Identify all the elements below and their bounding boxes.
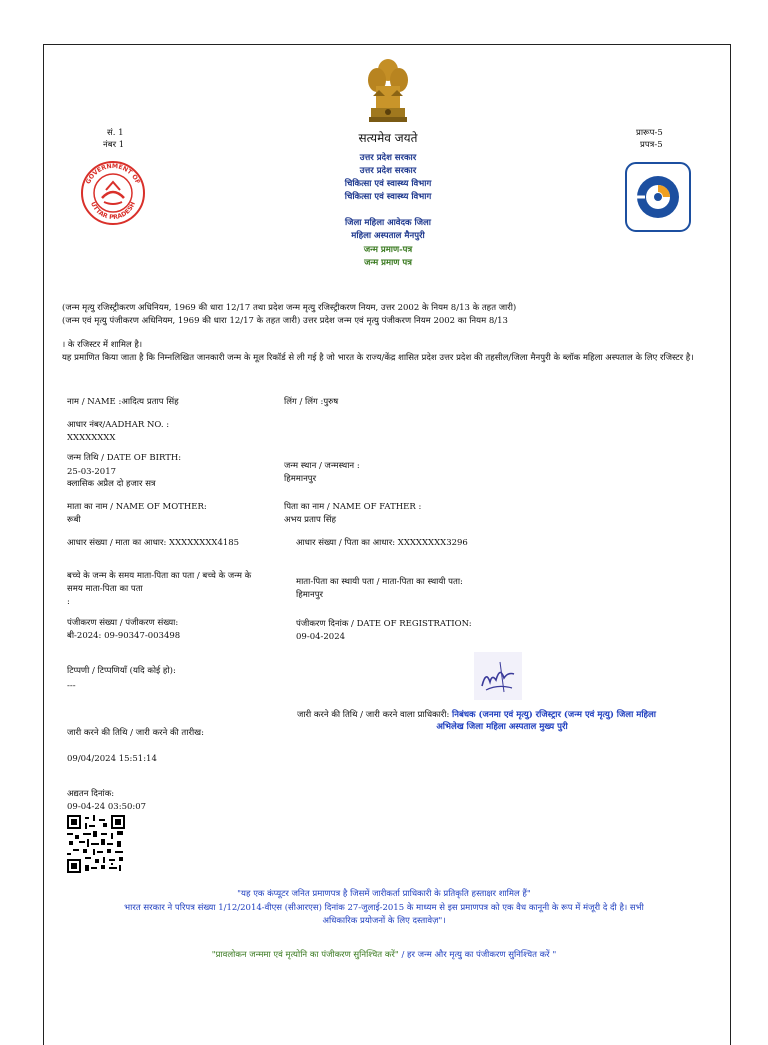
health-department-logo-icon [625,162,691,232]
footer-slogan [60,950,708,962]
motto: सत्यमेव जयते [358,131,418,145]
aadhar-value: XXXXXXXX [67,433,116,443]
father-aadhar: आधार संख्या / पिता का आधार: XXXXXXXX3296 [296,538,468,548]
updated-date-label: अद्यतन दिनांक: [67,789,115,799]
birth-address-label-cont: समय माता-पिता का पता [67,584,143,594]
qr-code-icon [67,815,125,873]
child-name: नाम / NAME :आदित्य प्रताप सिंह [67,397,179,407]
mother-name-label: माता का नाम / NAME OF MOTHER: [67,502,207,512]
birth-address-label: बच्चे के जन्म के समय माता-पिता का पता / बच्चे के जन्म के [67,571,252,581]
certificate-title: जन्म प्रमाण-पत्र [363,245,413,255]
issuer-authority-cont: अभिलेख जिला महिला अस्पताल मुख्य पुरी [436,722,568,732]
issue-date-value: 09/04/2024 15:51:14 [67,754,157,764]
permanent-address-label: माता-पिता का स्थायी पता / माता-पिता का स्थायी पता: [296,577,463,587]
form-label: प्रारूप-5 [636,128,663,138]
seal-text-top: GOVERNMENT OF [84,162,142,186]
seal-text-bottom: UTTAR PRADESH [89,200,137,222]
issuer-authority: निबंधक (जनमा एवं मृत्यु) रजिस्ट्रार (जन्म एवं मृत्यु) जिला महिला [452,710,656,720]
birth-address-value: : [67,597,70,607]
dob-value: 25-03-2017 [67,467,117,477]
pob-value: हिममानपुर [284,474,317,484]
serial-label: सं. 1 [107,128,124,138]
up-government-seal-icon [80,160,146,226]
gender: लिंग / लिंग :पुरुष [284,397,339,407]
certify-text: यह प्रमाणित किया जाता है कि निम्नलिखित जानकारी जन्म के मूल रिकॉर्ड से ली गई है जो भारत के राज्य/केंद्र शासित प्रदेश उत्तर प्रदेश की तहसील/जिला मैनपुरी के ब्लॉक महिला अस्पताल के लिए रजिस्टर है। [62,353,694,363]
mother-aadhar: आधार संख्या / माता का आधार: XXXXXXXX4185 [67,538,240,548]
national-emblem-icon [365,56,411,124]
registration-date-value: 09-04-2024 [296,632,346,642]
footer-slogan-green: "प्रावलोकन जन्ममा एवं मृत्योनि का पंजीकरण सुनिश्चित करें" [211,950,399,960]
registration-number-label: पंजीकरण संख्या / पंजीकरण संख्या: [67,618,179,628]
dept-line-1: उत्तर प्रदेश सरकार [359,153,417,163]
dob-label: जन्म तिथि / DATE OF BIRTH: [67,453,182,463]
remarks-value: --- [67,681,76,691]
certificate-title-alt: जन्म प्रमाण पत्र [364,258,412,268]
mother-name-value: रूबी [67,515,81,525]
footer-circular-note: भारत सरकार ने परिपत्र संख्या 1/12/2014-वीएस (सीआरएस) दिनांक 27-जुलाई-2015 के माध्यम से इस प्रमाणपत्र को एक वैध कानूनी के रूप में मंजूरी दे दी है। सभी [124,903,644,913]
dept-line-4: चिकित्सा एवं स्वास्थ्य विभाग [344,192,432,202]
footer-circular-note-cont: अधिकारिक प्रयोजनों के लिए दस्तावेज़"। [322,916,446,926]
pob-label: जन्म स्थान / जन्मस्थान : [284,461,360,471]
register-note: । के रजिस्टर में शामिल है। [62,340,143,350]
aadhar-label: आधार नंबर/AADHAR NO. : [67,420,170,430]
father-name-label: पिता का नाम / NAME OF FATHER : [284,502,422,512]
signature-image [474,652,522,700]
registration-date-label: पंजीकरण दिनांक / DATE OF REGISTRATION: [296,619,472,629]
office-line-2: महिला अस्पताल मैनपुरी [351,231,425,241]
remarks-label: टिप्पणी / टिप्पणियाँ (यदि कोई हो): [67,666,176,676]
issuer-block [297,710,656,722]
issuer-label: जारी करने की तिथि / जारी करने वाला प्राधिकारी: [297,710,450,720]
footer-slogan-blue: / हर जन्म और मृत्यु का पंजीकरण सुनिश्चित करें " [398,950,557,960]
serial-label-alt: नंबर 1 [103,140,125,150]
act-line-1: (जन्म मृत्यु रजिस्ट्रीकरण अधिनियम, 1969 की धारा 12/17 तथा प्रदेश जन्म मृत्यु रजिस्ट्रीकरण नियम, उत्तर 2002 के नियम 8/13 के तहत जारी) [62,303,517,313]
updated-date-value: 09-04-24 03:50:07 [67,802,147,812]
act-line-2: (जन्म एवं मृत्यु पंजीकरण अधिनियम, 1969 की धारा 12/17 के तहत जारी) उत्तर प्रदेश जन्म एवं मृत्यु पंजीकरण नियम 2002 का नियम 8/13 [62,316,508,326]
permanent-address-value: हिमानपुर [296,590,324,600]
office-line-1: जिला महिला आवेदक जिला [344,218,432,228]
father-name-value: अभय प्रताप सिंह [284,515,336,525]
dept-line-2: उत्तर प्रदेश सरकार [359,166,417,176]
form-label-alt: प्रपत्र-5 [640,140,663,150]
issue-date-label: जारी करने की तिथि / जारी करने की तारीख: [67,728,204,738]
registration-number-value: बी-2024: 09-90347-003498 [67,631,181,641]
footer-computer-generated-note: "यह एक कंप्यूटर जनित प्रमाणपत्र है जिसमें जारीकर्ता प्राधिकारी के प्रतिकृति हस्ताक्षर शामिल हैं" [237,889,531,899]
dob-words: क्लासिक अप्रैल दो हजार सत्र [67,479,156,489]
dept-line-3: चिकित्सा एवं स्वास्थ्य विभाग [344,179,432,189]
